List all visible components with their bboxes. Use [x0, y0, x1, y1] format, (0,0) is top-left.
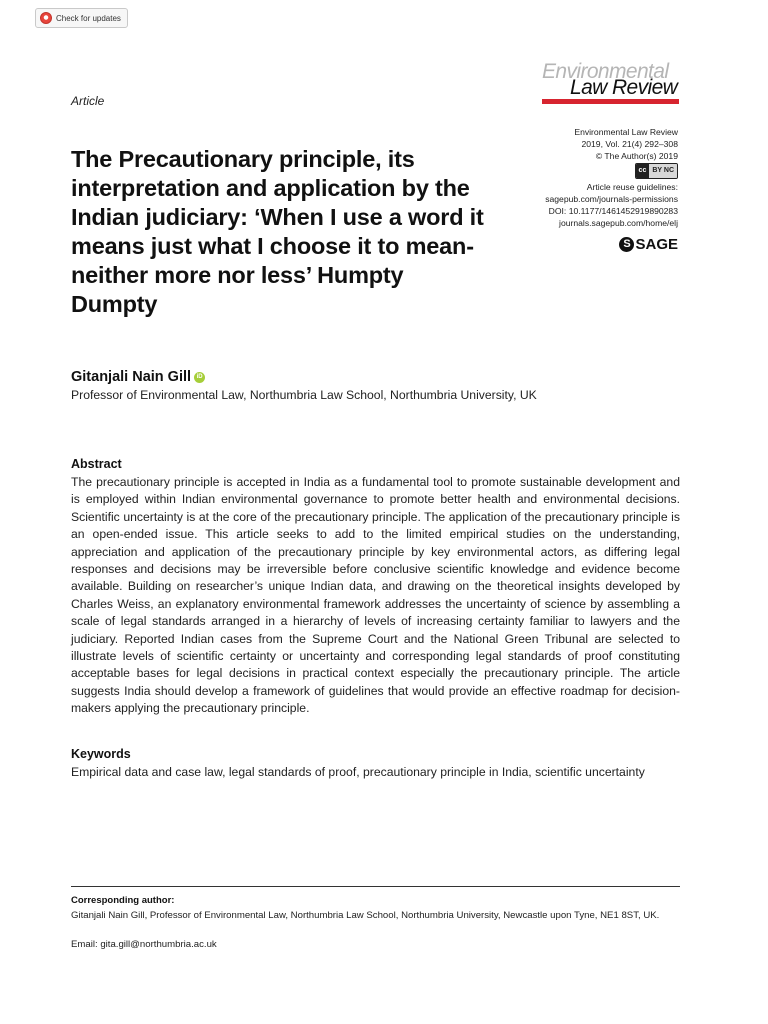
cc-license-left: cc	[636, 164, 650, 178]
author-affiliation: Professor of Environmental Law, Northumbria Law School, Northumbria University, UK	[71, 388, 537, 402]
corresponding-author-heading: Corresponding author:	[71, 895, 175, 906]
sage-logo-text: SAGE	[635, 236, 678, 253]
journal-volume: 2019, Vol. 21(4) 292–308	[581, 139, 678, 149]
cc-license-icon[interactable]	[635, 163, 678, 179]
author-name-text: Gitanjali Nain Gill	[71, 369, 192, 385]
corresponding-author-address: Gitanjali Nain Gill, Professor of Environmental Law, Northumbria Law School, Northumbria University, Newcastle upon Tyne, NE1 8ST, UK.	[71, 910, 660, 921]
keywords-text: Empirical data and case law, legal standards of proof, precautionary principle in India, scientific uncertainty	[71, 765, 645, 779]
sage-logo-icon: S	[619, 237, 634, 252]
article-type-label: Article	[71, 94, 105, 108]
author-name	[71, 369, 205, 385]
journal-logo	[540, 58, 680, 106]
cc-license-right: BY NC	[649, 164, 677, 178]
abstract-heading: Abstract	[71, 457, 122, 471]
article-title: The Precautionary principle, its interpretation and application by the Indian judiciary: ‘When I use a word it means just what I choose it to mean-neither more nor less’ Humpty Dumpty	[71, 146, 484, 317]
orcid-icon[interactable]: iD	[194, 372, 205, 383]
check-for-updates-button[interactable]	[35, 8, 128, 28]
check-for-updates-label: Check for updates	[56, 13, 121, 23]
keywords-heading: Keywords	[71, 747, 131, 761]
abstract-text: The precautionary principle is accepted in India as a fundamental tool to promote sustainable development and is employed within Indian environmental governance to promote better health and environmental decisions. Scientific uncertainty is at the core of the precautionary principle. The application of the precautionary principle is an open-ended issue. This article seeks to add to the limited empirical studies on the understanding, appreciation and application of the precautionary principle by key environmental actors, as differing legal responses and decisions may be irreversible before conclusive scientific knowledge and evidence become available. Building on researcher’s unique Indian data, and drawing on the theoretical insights developed by Charles Weiss, an explanatory environmental framework addresses the uncertainty of science by assembling a scale of legal standards arranged in a hierarchy of levels of increasing certainty familiar to lawyers and the judiciary. Reported Indian cases from the Supreme Court and the National Green Tribunal are selected to illustrate levels of scientific certainty or uncertainty and corresponding legal standards of proof constituting acceptable bases for legal decisions in practical context especially the precautionary principle. The article suggests India should develop a framework of guidelines that would provide an effective roadmap for decision-makers applying the precautionary principle.	[71, 475, 680, 716]
journal-meta	[438, 126, 678, 229]
journal-logo-line2: Law Review	[570, 76, 678, 99]
journal-copyright: © The Author(s) 2019	[595, 151, 678, 161]
permissions-link[interactable]: sagepub.com/journals-permissions	[545, 194, 678, 204]
sage-logo	[619, 236, 678, 253]
journal-name: Environmental Law Review	[574, 127, 678, 137]
reuse-guidelines-label: Article reuse guidelines:	[586, 182, 678, 192]
journal-home-link[interactable]: journals.sagepub.com/home/elj	[559, 218, 678, 228]
doi-link[interactable]: DOI: 10.1177/1461452919890283	[548, 206, 678, 216]
update-badge-icon	[40, 12, 52, 24]
footnote-divider	[71, 886, 680, 887]
corresponding-author-email[interactable]: Email: gita.gill@northumbria.ac.uk	[71, 939, 217, 950]
journal-logo-bar	[542, 99, 679, 104]
journal-logo-line1: Environmental	[542, 60, 669, 83]
